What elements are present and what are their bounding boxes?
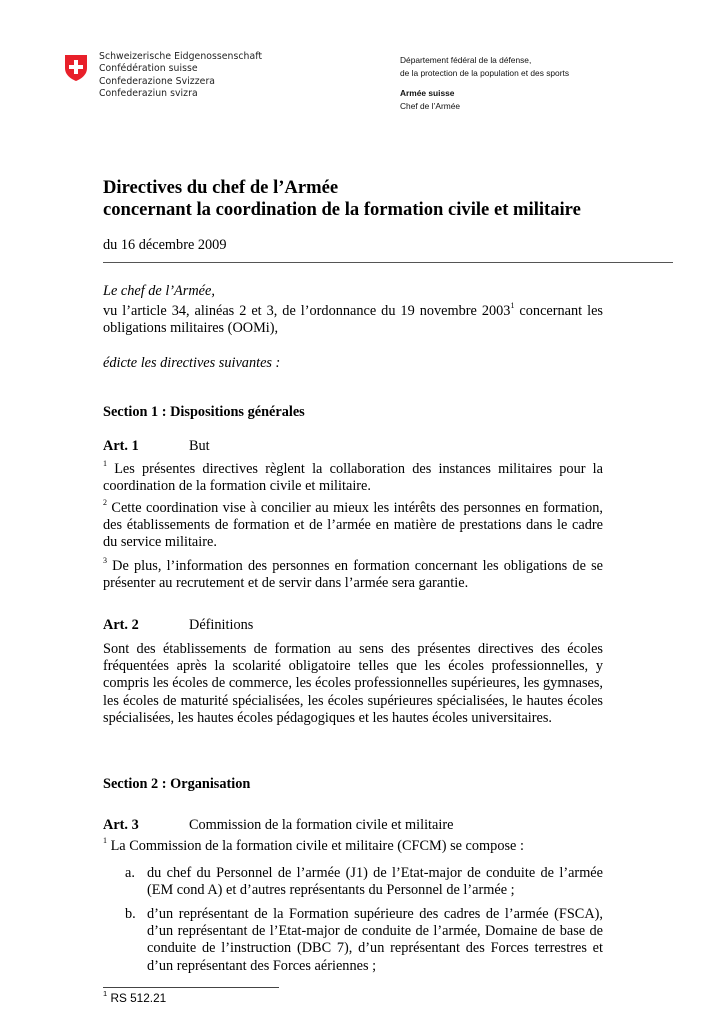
- paragraph-number: 1: [103, 836, 107, 846]
- preamble-edicte: édicte les directives suivantes :: [103, 355, 281, 371]
- paragraph-number: 2: [103, 498, 107, 508]
- art-1-paragraph-1: [103, 461, 603, 495]
- confederation-names: [99, 51, 262, 100]
- preamble-author: Le chef de l’Armée,: [103, 283, 215, 299]
- conf-name-de: Schweizerische Eidgenossenschaft: [99, 51, 263, 62]
- unit-name: Armée suisse: [400, 88, 455, 99]
- title-divider: [103, 262, 673, 263]
- crest-cross-horizontal: [69, 65, 83, 69]
- list-item-text: d’un représentant de la Formation supérieure des cadres de l’armée (FSCA), d’un représentant de l’Etat-major de conduite de l’armée, Domaine de base de conduite de l’instruction (DBC 7), d’un représentant des Forces terrestres et d’un représentant des Forces aériennes ;: [147, 906, 603, 974]
- art-2-paragraph-1: Sont des établissements de formation au sens des présentes directives des écoles fréquentées après la scolarité obligatoire telles que les écoles professionnelles, y compris les écoles de commerce, les écoles professionnelles supérieures, les gymnases, les écoles de maturité spécialisées, les écoles supérieures spécialisées, le hautes écoles spécialisées, les hautes écoles pédagogiques et les hautes écoles universitaires.: [103, 641, 603, 726]
- department-block: [400, 54, 569, 112]
- art-3-paragraph-1: [103, 838, 524, 855]
- document-title: [103, 177, 581, 221]
- section-1-heading: Section 1 : Dispositions générales: [103, 404, 305, 420]
- list-item-letter: a.: [125, 865, 135, 881]
- art-1-paragraph-2: [103, 500, 603, 552]
- art-2-label: Art. 2: [103, 617, 139, 633]
- preamble-vu: [103, 303, 603, 337]
- conf-name-rm: Confederaziun svizra: [99, 87, 198, 99]
- paragraph-text: Les présentes directives règlent la collaboration des instances militaires pour la coordination de la formation civile et militaire.: [103, 461, 603, 495]
- footnote-number: 1: [103, 989, 108, 999]
- department-line-2: de la protection de la population et des sports: [400, 67, 570, 78]
- conf-name-fr: Confédération suisse: [99, 63, 198, 75]
- footnote: [103, 991, 166, 1005]
- footnote-divider: [103, 987, 279, 988]
- preamble-vu-text-b: concernant les obligations militaires (OOMi),: [103, 303, 603, 337]
- paragraph-number: 3: [103, 556, 107, 566]
- paragraph-text: Cette coordination vise à concilier au mieux les intérêts des personnes en formation, des établissements de formation et de l’armée en matière de prestations dans le cadre du service militaire.: [103, 500, 603, 551]
- department-line-1: Département fédéral de la défense,: [400, 55, 532, 65]
- title-line-2: concernant la coordination de la formation civile et militaire: [103, 199, 581, 220]
- paragraph-number: 1: [103, 459, 107, 469]
- art-2-title: Définitions: [189, 617, 254, 633]
- conf-name-it: Confederazione Svizzera: [99, 75, 216, 87]
- preamble-vu-text-a: vu l’article 34, alinéas 2 et 3, de l’ordonnance du 19 novembre 2003: [103, 303, 511, 319]
- footnote-text: RS 512.21: [107, 991, 167, 1005]
- unit-sub: Chef de l’Armée: [400, 100, 461, 111]
- paragraph-text: La Commission de la formation civile et militaire (CFCM) se compose :: [107, 838, 524, 854]
- list-item-text: du chef du Personnel de l’armée (J1) de l’Etat-major de conduite de l’armée (EM cond A) et d’autres représentants du Personnel de l’armée ;: [147, 865, 603, 899]
- art-1-paragraph-3: [103, 558, 603, 592]
- swiss-crest-icon: [64, 54, 88, 82]
- art-1-label: Art. 1: [103, 438, 139, 454]
- list-item-letter: b.: [125, 906, 136, 922]
- art-3-label: Art. 3: [103, 817, 139, 833]
- paragraph-text: De plus, l’information des personnes en formation concernant les obligations de se présenter au recrutement et de servir dans l’armée sera garantie.: [103, 558, 603, 592]
- section-2-heading: Section 2 : Organisation: [103, 776, 251, 792]
- footnote-ref-1[interactable]: 1: [510, 301, 515, 311]
- document-date: du 16 décembre 2009: [103, 237, 227, 253]
- title-line-1: Directives du chef de l’Armée: [103, 177, 339, 198]
- art-3-title: Commission de la formation civile et militaire: [189, 817, 454, 833]
- art-1-title: But: [189, 438, 210, 454]
